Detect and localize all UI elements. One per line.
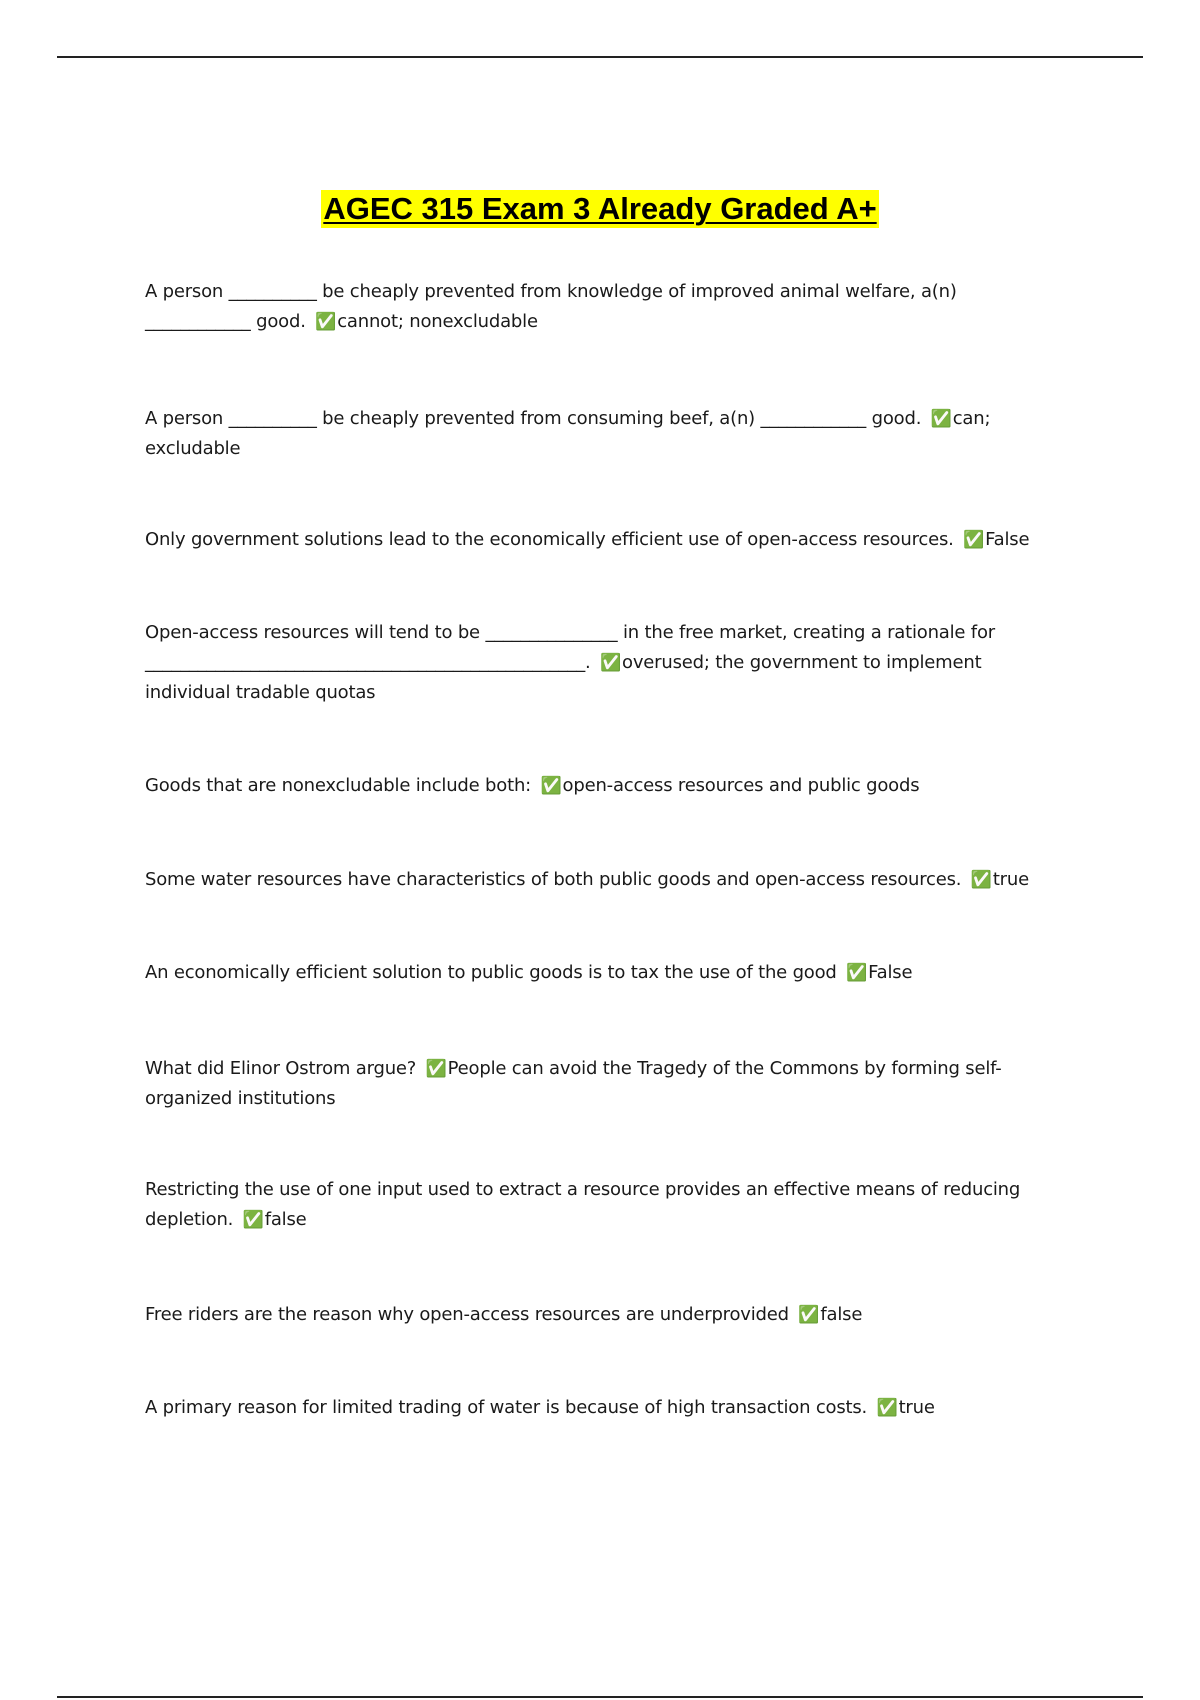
answer-text: false <box>820 1304 863 1325</box>
answer-text: overused; the government to implement individual tradable quotas <box>145 652 982 703</box>
page-title: AGEC 315 Exam 3 Already Graded A+ <box>323 191 877 226</box>
check-icon: ✅ <box>846 963 868 983</box>
question-text: A person __________ be cheaply prevented from consuming beef, a(n) ____________ good. <box>145 408 922 429</box>
question-text: Goods that are nonexcludable include both: <box>145 775 532 796</box>
check-icon: ✅ <box>876 1398 898 1418</box>
qa-item <box>145 277 1055 337</box>
question-text: Restricting the use of one input used to extract a resource provides an effective means of reducing depletion. <box>145 1179 1021 1230</box>
qa-item <box>145 525 1055 555</box>
title-container <box>0 190 1200 228</box>
check-icon: ✅ <box>540 776 562 796</box>
check-icon: ✅ <box>963 530 985 550</box>
answer-text: false <box>264 1209 307 1230</box>
top-rule <box>57 56 1143 58</box>
qa-item <box>145 1393 1055 1423</box>
qa-item <box>145 618 1055 708</box>
answer-text: cannot; nonexcludable <box>337 311 538 332</box>
check-icon: ✅ <box>798 1305 820 1325</box>
qa-item <box>145 958 1055 988</box>
question-text: A primary reason for limited trading of water is because of high transaction costs. <box>145 1397 868 1418</box>
qa-item <box>145 404 1055 464</box>
question-text: Only government solutions lead to the economically efficient use of open-access resources. <box>145 529 954 550</box>
question-text: A person __________ be cheaply prevented from knowledge of improved animal welfare, a(n) ____________ good. <box>145 281 957 332</box>
bottom-rule <box>57 1696 1143 1698</box>
check-icon: ✅ <box>970 870 992 890</box>
answer-text: true <box>898 1397 935 1418</box>
question-text: What did Elinor Ostrom argue? <box>145 1058 417 1079</box>
qa-item <box>145 1175 1055 1235</box>
check-icon: ✅ <box>242 1210 264 1230</box>
question-text: An economically efficient solution to public goods is to tax the use of the good <box>145 962 837 983</box>
answer-text: open-access resources and public goods <box>562 775 920 796</box>
answer-text: False <box>985 529 1030 550</box>
qa-item <box>145 771 1055 801</box>
answer-text: False <box>868 962 913 983</box>
question-text: Open-access resources will tend to be _______________ in the free market, creating a rationale for __________________________________________________. <box>145 622 995 673</box>
qa-item <box>145 865 1055 895</box>
question-text: Free riders are the reason why open-access resources are underprovided <box>145 1304 789 1325</box>
check-icon: ✅ <box>600 653 622 673</box>
qa-item <box>145 1054 1055 1114</box>
answer-text: true <box>992 869 1029 890</box>
check-icon: ✅ <box>315 312 337 332</box>
question-text: Some water resources have characteristics of both public goods and open-access resources. <box>145 869 962 890</box>
answer-text: People can avoid the Tragedy of the Commons by forming self-organized institutions <box>145 1058 1002 1109</box>
qa-item <box>145 1300 1055 1330</box>
check-icon: ✅ <box>930 409 952 429</box>
check-icon: ✅ <box>425 1059 447 1079</box>
answer-text: can; excludable <box>145 408 991 459</box>
